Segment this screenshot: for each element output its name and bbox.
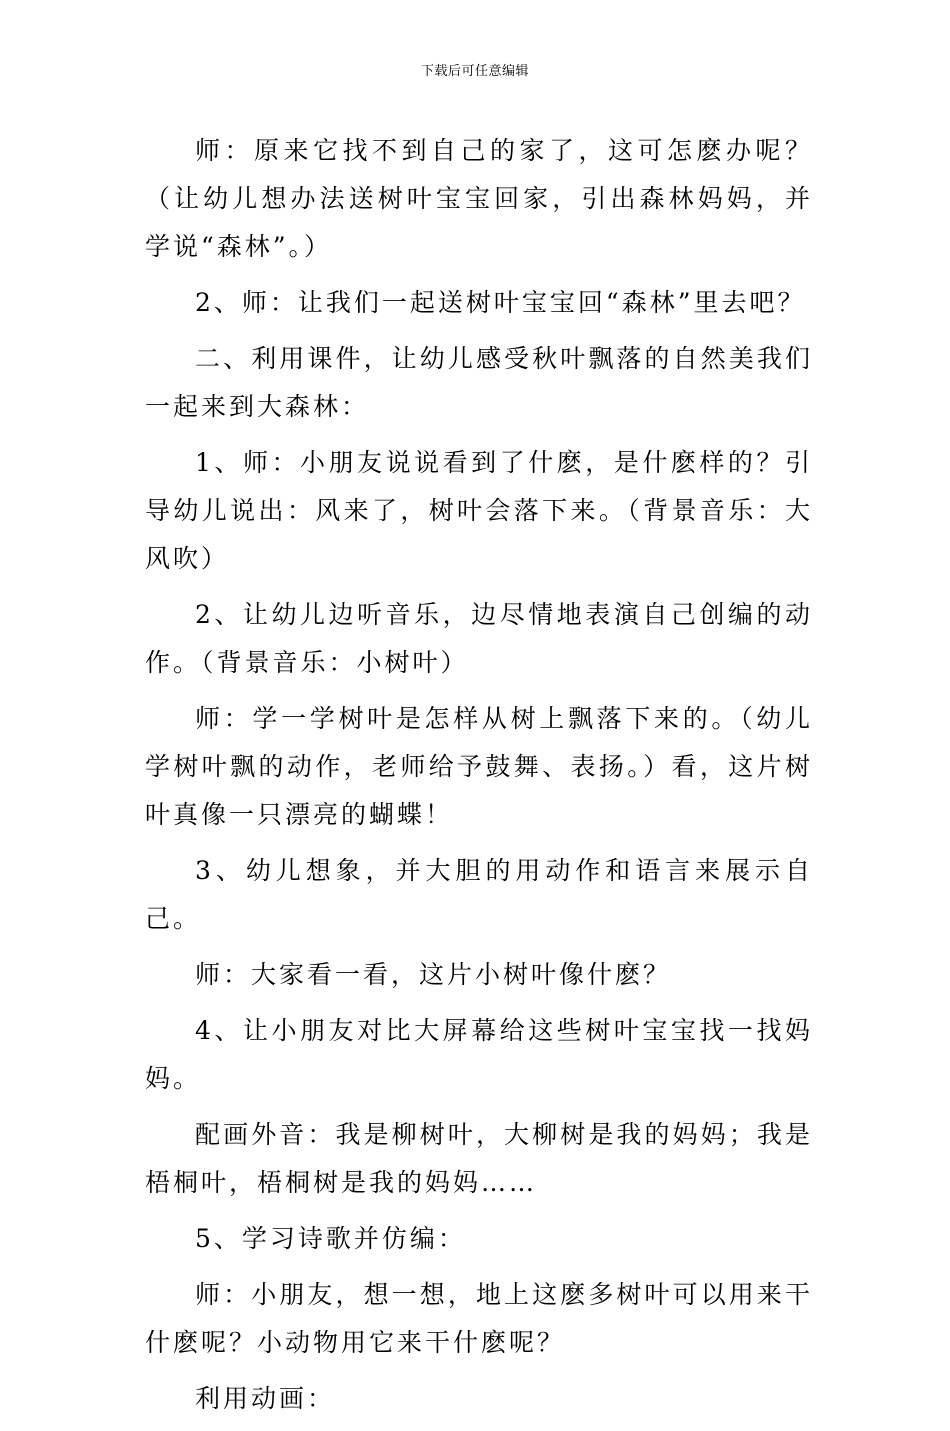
paragraph: 利用动画： [195, 1384, 336, 1413]
page-header: 下载后可任意编辑 [420, 64, 529, 79]
paragraph: 1、师：小朋友说说看到了什麽，是什麽样的？引导幼儿说出：风来了，树叶会落下来。（背景音乐：大风吹） [145, 448, 813, 573]
paragraph: 2、让幼儿边听音乐，边尽情地表演自己创编的动作。（背景音乐：小树叶） [145, 600, 813, 677]
paragraph: 师：大家看一看，这片小树叶像什麽？ [195, 960, 672, 989]
paragraph: 配画外音：我是柳树叶，大柳树是我的妈妈；我是梧桐叶，梧桐树是我的妈妈…… [145, 1120, 813, 1197]
paragraph: 二、利用课件，让幼儿感受秋叶飘落的自然美我们一起来到大森林： [145, 344, 813, 421]
paragraph: 4、让小朋友对比大屏幕给这些树叶宝宝找一找妈妈。 [145, 1016, 813, 1093]
paragraph: 5、学习诗歌并仿编： [195, 1224, 466, 1253]
paragraph: 2、师：让我们一起送树叶宝宝回“森林”里去吧？ [195, 288, 806, 317]
document-body [145, 127, 813, 1431]
paragraph: 师：学一学树叶是怎样从树上飘落下来的。（幼儿学树叶飘的动作，老师给予鼓舞、表扬。）看，这片树叶真像一只漂亮的蝴蝶！ [145, 704, 813, 829]
paragraph: 3、幼儿想象，并大胆的用动作和语言来展示自己。 [145, 856, 813, 933]
paragraph: 师：原来它找不到自己的家了，这可怎麽办呢？（让幼儿想办法送树叶宝宝回家，引出森林妈妈，并学说“森林”。） [145, 136, 813, 261]
paragraph: 师：小朋友，想一想，地上这麽多树叶可以用来干什麽呢？小动物用它来干什麽呢？ [145, 1280, 813, 1357]
